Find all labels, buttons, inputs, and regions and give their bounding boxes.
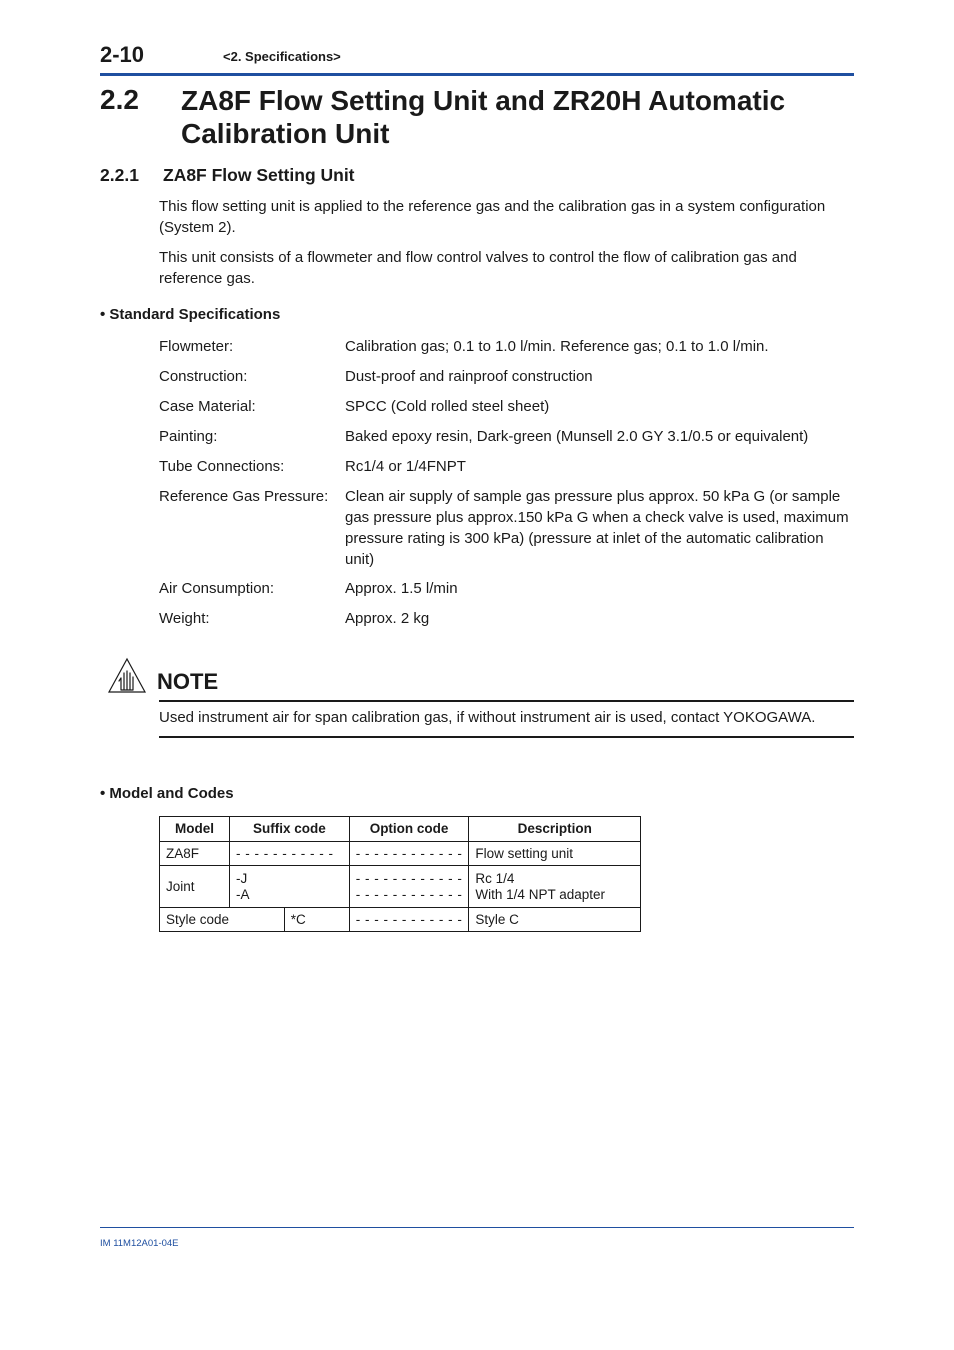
spec-label-air-consumption: Air Consumption:	[159, 580, 275, 597]
spec-label-flowmeter: Flowmeter:	[159, 338, 234, 355]
spec-value-case-material: SPCC (Cold rolled steel sheet)	[345, 398, 550, 415]
subsection-number: 2.2.1	[100, 165, 139, 185]
cell-suffix	[230, 866, 350, 908]
intro-paragraph-2: This unit consists of a flowmeter and flow control valves to control the flow of calibration gas and reference gas.	[159, 249, 797, 287]
note-text: Used instrument air for span calibration gas, if without instrument air is used, contact YOKOGAWA.	[159, 709, 816, 726]
spec-label-construction: Construction:	[159, 368, 248, 385]
column-header-option-code: Option code	[349, 817, 469, 842]
cell-option: - - - - - - - - - - - -	[349, 842, 469, 866]
column-header-suffix-code: Suffix code	[230, 817, 350, 842]
table-header-row	[160, 817, 641, 842]
header-divider	[100, 73, 854, 76]
cell-description: Flow setting unit	[469, 842, 641, 866]
footer-divider	[100, 1227, 854, 1228]
spec-value-tube-connections: Rc1/4 or 1/4FNPT	[345, 458, 466, 475]
hand-icon	[107, 657, 147, 695]
option-dashes-2: - - - - - - - - - - - -	[355, 886, 463, 902]
model-codes-table	[159, 816, 641, 932]
table-row	[160, 842, 641, 866]
page-number: 2-10	[100, 42, 145, 67]
table-row	[160, 908, 641, 932]
spec-label-tube-connections: Tube Connections:	[159, 458, 285, 475]
table-row	[160, 866, 641, 908]
document-code: IM 11M12A01-04E	[100, 1238, 179, 1249]
subsection-title: ZA8F Flow Setting Unit	[163, 165, 355, 185]
description-npt: With 1/4 NPT adapter	[475, 886, 605, 902]
cell-description: Style C	[469, 908, 641, 932]
spec-value-reference-gas-pressure: Clean air supply of sample gas pressure plus approx. 50 kPa G (or sample gas pressure plus approx.150 kPa G when a check valve is used, maximum pressure rating is 300 kPa) (pressure at inlet of the automatic calibration unit)	[345, 488, 849, 568]
spec-label-weight: Weight:	[159, 610, 210, 627]
spec-label-case-material: Case Material:	[159, 398, 256, 415]
model-codes-heading: • Model and Codes	[100, 785, 234, 802]
note-bottom-rule	[159, 736, 854, 738]
column-header-model: Model	[160, 817, 230, 842]
column-header-description: Description	[469, 817, 641, 842]
running-section-header: <2. Specifications>	[223, 49, 341, 64]
suffix-a: -A	[236, 886, 250, 902]
spec-value-flowmeter: Calibration gas; 0.1 to 1.0 l/min. Reference gas; 0.1 to 1.0 l/min.	[345, 338, 769, 355]
cell-suffix: - - - - - - - - - - -	[230, 842, 350, 866]
cell-model: Joint	[160, 866, 230, 908]
intro-paragraph-1: This flow setting unit is applied to the reference gas and the calibration gas in a system configuration (System 2).	[159, 198, 826, 236]
description-rc: Rc 1/4	[475, 870, 515, 886]
spec-value-weight: Approx. 2 kg	[345, 610, 430, 627]
spec-value-painting: Baked epoxy resin, Dark-green (Munsell 2.0 GY 3.1/0.5 or equivalent)	[345, 428, 809, 445]
cell-model: Style code	[160, 908, 285, 932]
spec-label-reference-gas-pressure: Reference Gas Pressure:	[159, 488, 329, 505]
spec-value-air-consumption: Approx. 1.5 l/min	[345, 580, 458, 597]
cell-suffix: *C	[284, 908, 349, 932]
cell-option	[349, 866, 469, 908]
cell-option: - - - - - - - - - - - -	[349, 908, 469, 932]
suffix-j: -J	[236, 870, 248, 886]
note-top-rule	[159, 700, 854, 702]
note-title: NOTE	[157, 669, 219, 694]
cell-model: ZA8F	[160, 842, 230, 866]
section-number: 2.2	[100, 84, 139, 115]
spec-label-painting: Painting:	[159, 428, 218, 445]
cell-description	[469, 866, 641, 908]
spec-value-construction: Dust-proof and rainproof construction	[345, 368, 593, 385]
standard-specs-heading: • Standard Specifications	[100, 306, 281, 323]
section-title: ZA8F Flow Setting Unit and ZR20H Automatic Calibration Unit	[181, 85, 786, 149]
option-dashes-1: - - - - - - - - - - - -	[355, 870, 463, 886]
